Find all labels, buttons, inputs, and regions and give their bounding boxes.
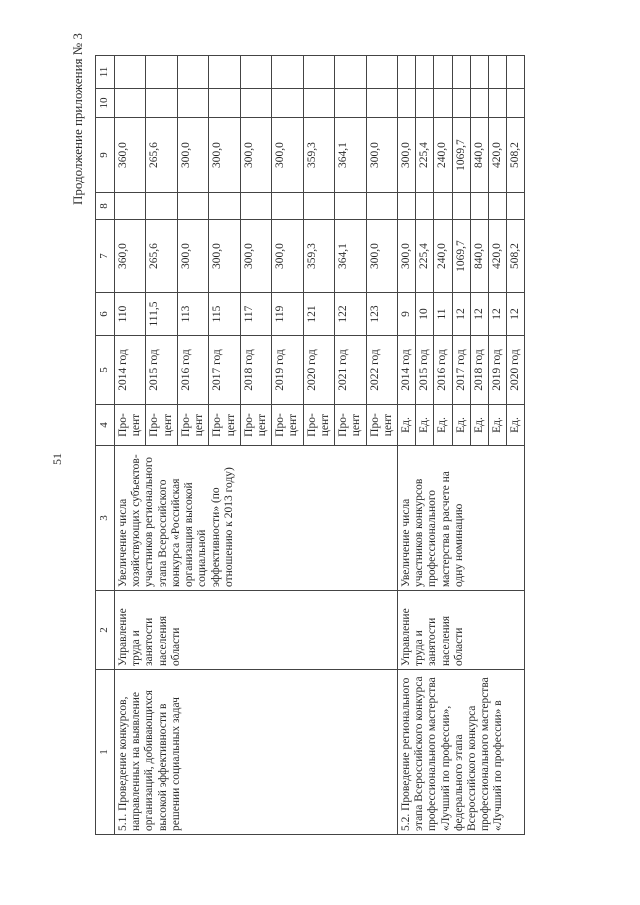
unit-cell: Про-цент [146,405,177,446]
unit-cell: Ед. [470,405,488,446]
actual-cell: 300,0 [209,118,240,193]
indicator-cell: Увеличение числа участников конкурсов профессионального мастерства в расчете на одну номинацию [397,446,525,591]
year-cell: 2019 год [489,336,507,405]
empty-cell [452,56,470,89]
empty-cell [397,89,415,118]
base-cell: 12 [452,293,470,336]
empty-cell [397,193,415,220]
year-cell: 2020 год [303,336,334,405]
empty-cell [115,56,146,89]
empty-cell [146,193,177,220]
page-number: 51 [50,453,64,465]
unit-cell: Ед. [434,405,452,446]
table-row [115,56,146,835]
data-table [95,55,525,835]
empty-cell [434,56,452,89]
empty-cell [489,193,507,220]
actual-cell: 300,0 [272,118,303,193]
col-header: 8 [96,193,115,220]
actual-cell: 364,1 [335,118,366,193]
base-cell: 121 [303,293,334,336]
actual-cell: 360,0 [115,118,146,193]
executor-cell: Управление труда и занятости населения области [115,591,398,670]
indicator-cell: Увеличение числа хозяйствующих субъектов-участников регионального этапа Всероссийского конкурса «Российская организация высокой социальной эффективности» (по отношению к 2013 году) [115,446,398,591]
value-cell: 508,2 [507,220,525,293]
empty-cell [434,89,452,118]
empty-cell [489,56,507,89]
value-cell: 300,0 [209,220,240,293]
unit-cell: Про-цент [335,405,366,446]
year-cell: 2014 год [115,336,146,405]
value-cell: 225,4 [416,220,434,293]
empty-cell [303,56,334,89]
unit-cell: Про-цент [272,405,303,446]
year-cell: 2016 год [434,336,452,405]
unit-cell: Ед. [507,405,525,446]
empty-cell [507,56,525,89]
empty-cell [452,193,470,220]
col-header: 3 [96,446,115,591]
year-cell: 2017 год [452,336,470,405]
header-row [96,56,115,835]
empty-cell [272,193,303,220]
unit-cell: Про-цент [209,405,240,446]
base-cell: 113 [177,293,208,336]
unit-cell: Про-цент [115,405,146,446]
base-cell: 12 [489,293,507,336]
base-cell: 111,5 [146,293,177,336]
empty-cell [366,89,397,118]
base-cell: 110 [115,293,146,336]
value-cell: 1069,7 [452,220,470,293]
empty-cell [470,89,488,118]
unit-cell: Про-цент [177,405,208,446]
year-cell: 2015 год [146,336,177,405]
value-cell: 265,6 [146,220,177,293]
value-cell: 300,0 [366,220,397,293]
actual-cell: 300,0 [366,118,397,193]
empty-cell [177,89,208,118]
year-cell: 2016 год [177,336,208,405]
col-header: 5 [96,336,115,405]
empty-cell [177,193,208,220]
empty-cell [209,193,240,220]
unit-cell: Про-цент [303,405,334,446]
empty-cell [489,89,507,118]
empty-cell [240,193,271,220]
empty-cell [146,89,177,118]
actual-cell: 359,3 [303,118,334,193]
year-cell: 2017 год [209,336,240,405]
actual-cell: 840,0 [470,118,488,193]
actual-cell: 1069,7 [452,118,470,193]
unit-cell: Ед. [397,405,415,446]
base-cell: 115 [209,293,240,336]
empty-cell [366,193,397,220]
base-cell: 11 [434,293,452,336]
empty-cell [303,193,334,220]
col-header: 7 [96,220,115,293]
unit-cell: Ед. [416,405,434,446]
unit-cell: Про-цент [366,405,397,446]
col-header: 11 [96,56,115,89]
value-cell: 840,0 [470,220,488,293]
actual-cell: 225,4 [416,118,434,193]
base-cell: 9 [397,293,415,336]
actual-cell: 300,0 [397,118,415,193]
empty-cell [416,56,434,89]
empty-cell [240,56,271,89]
base-cell: 10 [416,293,434,336]
actual-cell: 265,6 [146,118,177,193]
empty-cell [452,89,470,118]
year-cell: 2014 год [397,336,415,405]
base-cell: 122 [335,293,366,336]
col-header: 4 [96,405,115,446]
base-cell: 117 [240,293,271,336]
actual-cell: 420,0 [489,118,507,193]
empty-cell [209,56,240,89]
year-cell: 2018 год [240,336,271,405]
col-header: 9 [96,118,115,193]
empty-cell [470,56,488,89]
value-cell: 360,0 [115,220,146,293]
empty-cell [272,56,303,89]
base-cell: 12 [507,293,525,336]
col-header: 10 [96,89,115,118]
empty-cell [507,193,525,220]
actual-cell: 300,0 [240,118,271,193]
empty-cell [272,89,303,118]
empty-cell [335,56,366,89]
empty-cell [177,56,208,89]
year-cell: 2015 год [416,336,434,405]
empty-cell [146,56,177,89]
base-cell: 12 [470,293,488,336]
empty-cell [209,89,240,118]
unit-cell: Про-цент [240,405,271,446]
value-cell: 300,0 [272,220,303,293]
base-cell: 123 [366,293,397,336]
value-cell: 300,0 [240,220,271,293]
empty-cell [303,89,334,118]
year-cell: 2022 год [366,336,397,405]
year-cell: 2019 год [272,336,303,405]
value-cell: 364,1 [335,220,366,293]
activity-cell: 5.1. Проведение конкурсов, направленных на выявление организаций, добивающихся высокой эффективности в решении социальных задач [115,670,398,835]
executor-cell: Управление труда и занятости населения области [397,591,525,670]
year-cell: 2020 год [507,336,525,405]
empty-cell [240,89,271,118]
table-row [397,56,415,835]
actual-cell: 508,2 [507,118,525,193]
empty-cell [115,89,146,118]
unit-cell: Ед. [489,405,507,446]
empty-cell [434,193,452,220]
value-cell: 359,3 [303,220,334,293]
value-cell: 300,0 [177,220,208,293]
year-cell: 2021 год [335,336,366,405]
year-cell: 2018 год [470,336,488,405]
col-header: 2 [96,591,115,670]
base-cell: 119 [272,293,303,336]
value-cell: 240,0 [434,220,452,293]
empty-cell [507,89,525,118]
empty-cell [366,56,397,89]
empty-cell [416,193,434,220]
actual-cell: 240,0 [434,118,452,193]
empty-cell [470,193,488,220]
col-header: 6 [96,293,115,336]
activity-cell: 5.2. Проведение регионального этапа Всероссийского конкурса профессионального мастерства «Лучший по профессии», федерального этапа Всероссийского конкурса профессионального мастерства «Лучший по профессии» в [397,670,525,835]
continuation-note: Продолжение приложения № 3 [70,33,85,205]
col-header: 1 [96,670,115,835]
empty-cell [397,56,415,89]
value-cell: 420,0 [489,220,507,293]
empty-cell [115,193,146,220]
empty-cell [416,89,434,118]
value-cell: 300,0 [397,220,415,293]
empty-cell [335,193,366,220]
actual-cell: 300,0 [177,118,208,193]
empty-cell [335,89,366,118]
unit-cell: Ед. [452,405,470,446]
